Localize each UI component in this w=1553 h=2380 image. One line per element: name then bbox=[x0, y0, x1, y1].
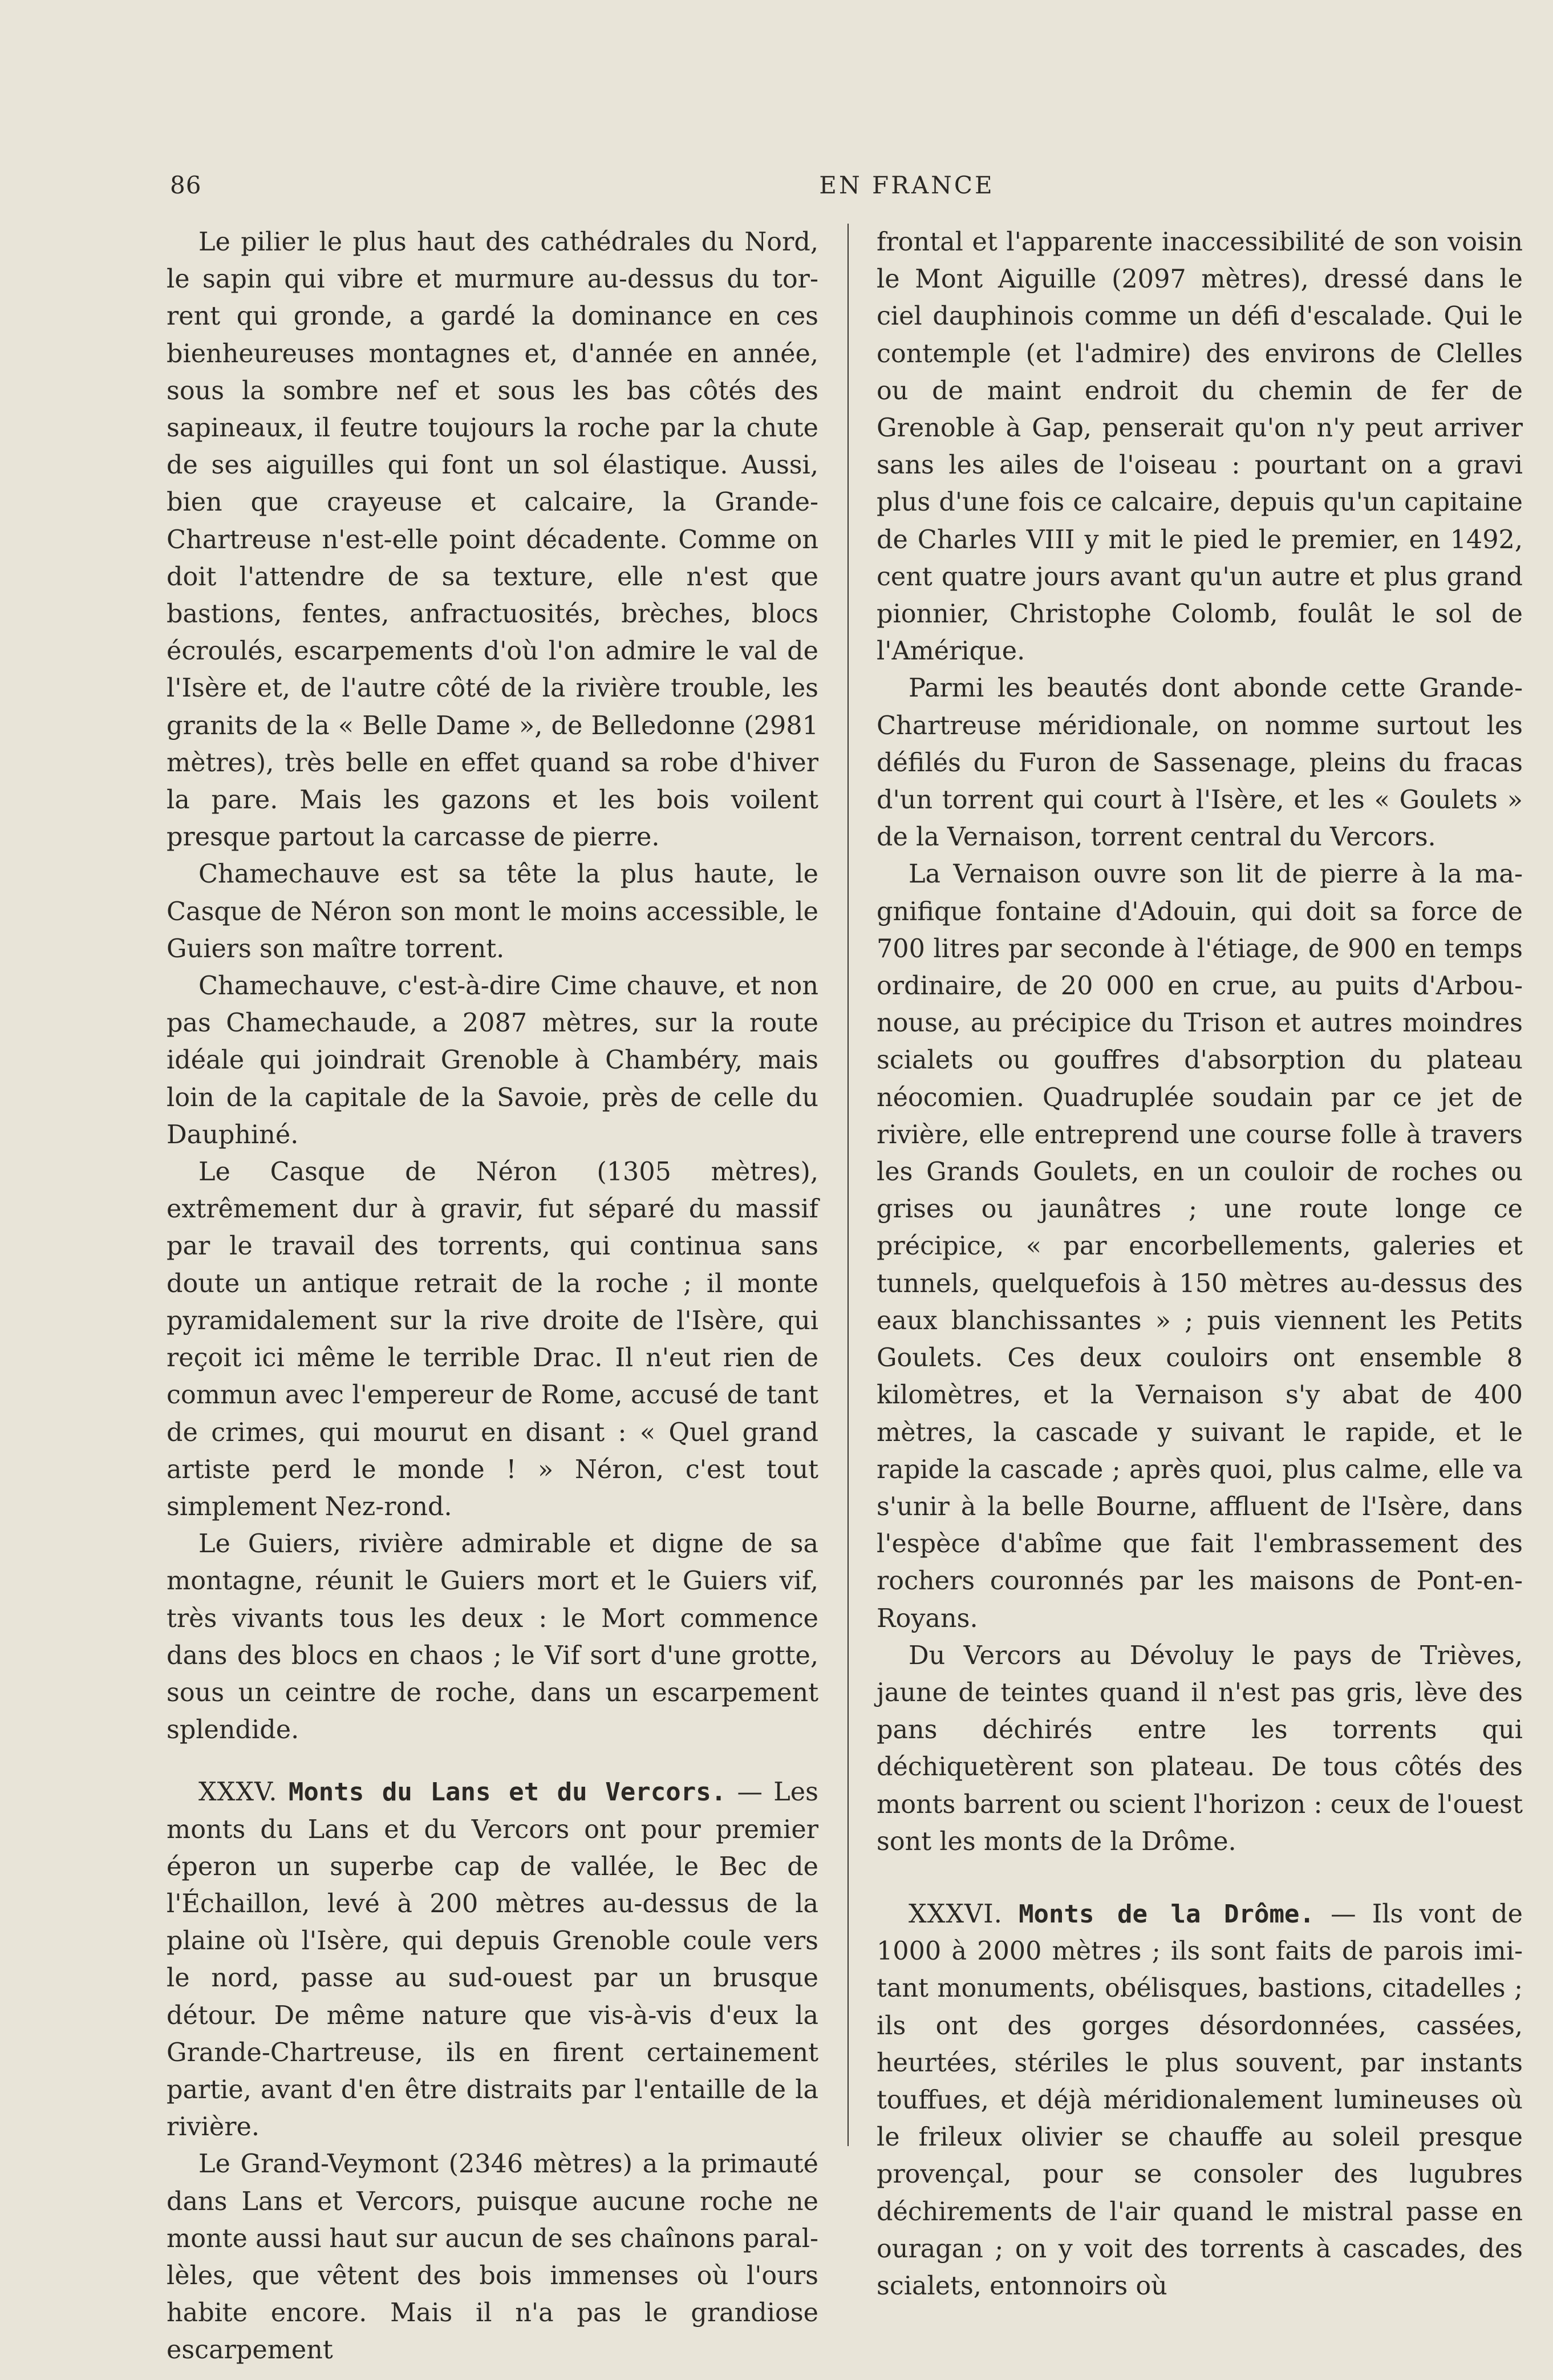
paragraph: Le Casque de Néron (1305 mètres), extrêmement dur à gravir, fut séparé du massif par le travail des torrents, qui continua sans doute un antique retrait de la roche ; il monte pyramidalement sur la rive droite de l'Isère, qui reçoit ici même le terrible Drac. Il n'eut rien de commun avec l'empereur de Rome, accusé de tant de crimes, qui mourut en disant : « Quel grand artiste perd le monde ! » Néron, c'est tout simplement Nez-rond. bbox=[167, 1157, 818, 1521]
paragraph-continued: frontal et l'apparente inaccessibilité de son voisin le Mont Aiguille (2097 mètres), dressé dans le ciel dauphinois comme un défi d'escalade. Qui le contemple (et l'admire) des environs de Clelles ou de maint endroit du chemin de fer de Grenoble à Gap, penserait qu'on n'y peut arriver sans les ailes de l'oiseau : pourtant on a gravi plus d'une fois ce calcaire, depuis qu'un capitaine de Charles VIII y mit le pied le premier, en 1492, cent quatre jours avant qu'un autre et plus grand pionnier, Christophe Colomb, foulât le sol de l'Amérique. bbox=[877, 228, 1523, 666]
page-header bbox=[165, 171, 1496, 205]
paragraph: Parmi les beautés dont abonde cette Grande-Chartreuse méridionale, on nomme surtout les défilés du Furon de Sassenage, pleins du fracas d'un torrent qui court à l'Isère, et les « Goulets » de la Vernaison, torrent central du Vercors. bbox=[877, 674, 1523, 852]
section-title: Monts de la Drôme. bbox=[1019, 1899, 1315, 1929]
section-35 bbox=[167, 1774, 818, 2146]
paragraph: Le Grand-Veymont (2346 mètres) a la primauté dans Lans et Vercors, puisque aucune roche ne monte aussi haut sur aucun de ses chaînons parallèles, que vêtent des bois immenses où l'ours habite encore. Mais il n'a pas le grandiose escarpement bbox=[167, 2150, 818, 2365]
section-number: XXXV. bbox=[198, 1778, 278, 1807]
paragraph: Chamechauve est sa tête la plus haute, le Casque de Néron son mont le moins accessible, le Guiers son maître torrent. bbox=[167, 860, 818, 964]
paragraph: Le Guiers, rivière admirable et digne de sa montagne, réunit le Guiers mort et le Guiers vif, très vivants tous les deux : le Mort commence dans des blocs en chaos ; le Vif sort d'une grotte, sous un ceintre de roche, dans un escarpement splendide. bbox=[167, 1529, 818, 1745]
section-text: — Ils vont de 1000 à 2000 mètres ; ils sont faits de parois imitant monuments, obélisques, bastions, citadelles ; ils ont des gorges désordonnées, cassées, heurtées, stériles le plus souvent, par instants touffues, et déjà méridionalement lumineuses où le frileux olivier se chauffe au soleil presque provençal, pour se consoler des lugubres déchirements de l'air quand le mistral passe en ouragan ; on y voit des torrents à cascades, des scialets, entonnoirs où bbox=[877, 1899, 1523, 2301]
right-column bbox=[877, 224, 1523, 2305]
left-column bbox=[167, 224, 818, 2369]
paragraph: Le pilier le plus haut des cathédrales du Nord, le sapin qui vibre et murmure au-dessus du torrent qui gronde, a gardé la dominance en ces bienheureuses montagnes et, d'année en année, sous la sombre nef et sous les bas côtés des sapineaux, il feutre toujours la roche par la chute de ses aiguilles qui font un sol élastique. Aussi, bien que crayeuse et calcaire, la Grande-Chartreuse n'est-elle point décadente. Comme on doit l'attendre de sa texture, elle n'est que bastions, fentes, anfractuosités, brèches, blocs écroulés, escarpements d'où l'on admire le val de l'Isère et, de l'autre côté de la rivière trouble, les granits de la « Belle Dame », de Belledonne (2981 mètres), très belle en effet quand sa robe d'hiver la pare. Mais les gazons et les bois voilent presque partout la carcasse de pierre. bbox=[167, 228, 818, 852]
section-title: Monts du Lans et du Vercors. bbox=[288, 1778, 727, 1807]
section-spacer bbox=[877, 1860, 1523, 1896]
paragraph: Du Vercors au Dévoluy le pays de Trièves, jaune de teintes quand il n'est pas gris, lève des pans déchirés entre les torrents qui déchiquetèrent son plateau. De tous côtés des monts barrent ou scient l'horizon : ceux de l'ouest sont les monts de la Drôme. bbox=[877, 1641, 1523, 1856]
section-text: — Les monts du Lans et du Vercors ont pour premier éperon un superbe cap de vallée, le Bec de l'Échaillon, levé à 200 mètres au-dessus de la plaine où l'Isère, qui depuis Grenoble coule vers le nord, passe au sud-ouest par un brusque détour. De même nature que vis-à-vis d'eux la Grande-Chartreuse, ils en firent certainement partie, avant d'en être distraits par l'entaille de la rivière. bbox=[167, 1778, 818, 2142]
column-divider bbox=[848, 224, 849, 2146]
paragraph: Chamechauve, c'est-à-dire Cime chauve, et non pas Chamechaude, a 2087 mètres, sur la route idéale qui joindrait Grenoble à Chambéry, mais loin de la capitale de la Savoie, près de celle du Dauphiné. bbox=[167, 972, 818, 1149]
paragraph: La Vernaison ouvre son lit de pierre à la magnifique fontaine d'Adouin, qui doit sa force de 700 litres par seconde à l'étiage, de 900 en temps ordinaire, de 20 000 en crue, au puits d'Arbounouse, au précipice du Trison et autres moindres scialets ou gouffres d'absorption du plateau néocomien. Quadruplée soudain par ce jet de rivière, elle entreprend une course folle à travers les Grands Goulets, en un couloir de roches ou grises ou jaunâtres ; une route longe ce précipice, « par encorbellements, galeries et tunnels, quelquefois à 150 mètres au-dessus des eaux blanchissantes » ; puis viennent les Petits Goulets. Ces deux couloirs ont ensemble 8 kilomètres, et la Vernaison s'y abat de 400 mètres, la cascade y suivant le rapide, et le rapide la cascade ; après quoi, plus calme, elle va s'unir à la belle Bourne, affluent de l'Isère, dans l'espèce d'abîme que fait l'embrassement des rochers couronnés par les maisons de Pont-en-Royans. bbox=[877, 860, 1523, 1633]
section-spacer bbox=[167, 1748, 818, 1774]
section-36 bbox=[877, 1896, 1523, 2305]
section-number: XXXVI. bbox=[909, 1899, 1003, 1929]
running-title: EN FRANCE bbox=[819, 171, 995, 199]
page-number: 86 bbox=[170, 171, 202, 199]
